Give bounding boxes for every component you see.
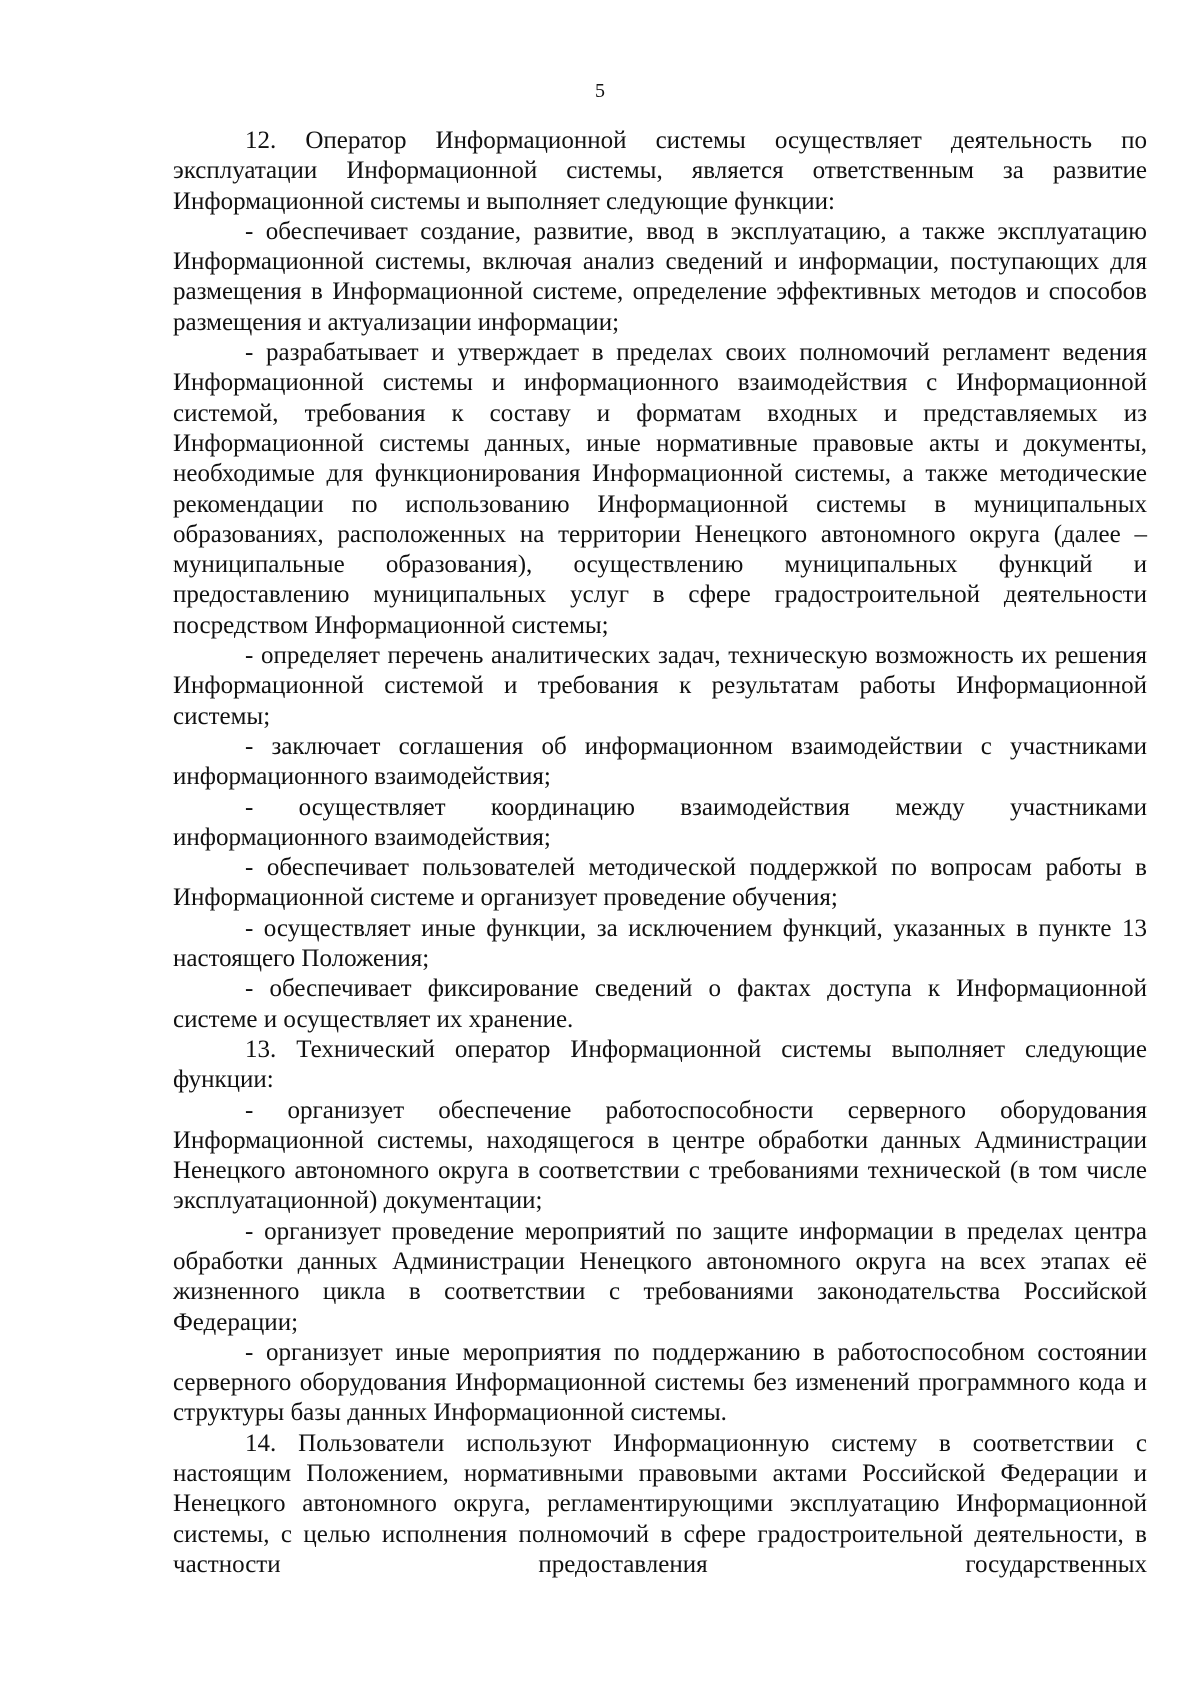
- paragraph-13: 13. Технический оператор Информационной системы выполняет следующие функции:: [173, 1035, 1147, 1094]
- paragraph-function: - обеспечивает пользователей методической поддержкой по вопросам работы в Информационной системе и организует проведение обучения;: [173, 854, 1147, 912]
- page-number: 5: [595, 80, 605, 102]
- paragraph-function: - заключает соглашения об информационном взаимодействии с участниками информационного взаимодействия;: [173, 732, 1147, 791]
- paragraph-function: - осуществляет координацию взаимодействия между участниками информационного взаимодействия;: [173, 793, 1147, 851]
- paragraph-function: - организует проведение мероприятий по защите информации в пределах центра обработки данных Администрации Ненецкого автономного округа на всех этапах её жизненного цикла в соответствии с требованиями законодательства Российской Федерации;: [173, 1217, 1147, 1336]
- paragraph-14: 14. Пользователи используют Информационную систему в соответствии с настоящим Положением, нормативными правовыми актами Российской Федерации и Ненецкого автономного округа, регламентирующими эксплуатацию Информационной системы, с целью исполнения полномочий в сфере градостроительной деятельности, в частности предоставления государственных: [173, 1429, 1147, 1578]
- document-body: [173, 126, 1147, 1580]
- paragraph-function: - осуществляет иные функции, за исключением функций, указанных в пункте 13 настоящего Положения;: [173, 914, 1147, 973]
- paragraph-function: - организует обеспечение работоспособности серверного оборудования Информационной системы, находящегося в центре обработки данных Администрации Ненецкого автономного округа в соответствии с требованиями технической (в том числе эксплуатационной) документации;: [173, 1096, 1147, 1215]
- paragraph-function: - обеспечивает фиксирование сведений о фактах доступа к Информационной системе и осуществляет их хранение.: [173, 975, 1147, 1033]
- paragraph-function: - разрабатывает и утверждает в пределах своих полномочий регламент ведения Информационной системы и информационного взаимодействия с Информационной системой, требования к составу и форматам входных и представляемых из Информационной системы данных, иные нормативные правовые акты и документы, необходимые для функционирования Информационной системы, а также методические рекомендации по использованию Информационной системы в муниципальных образованиях, расположенных на территории Ненецкого автономного округа (далее – муниципальные образования), осуществлению муниципальных функций и предоставлению муниципальных услуг в сфере градостроительной деятельности посредством Информационной системы;: [173, 339, 1147, 639]
- paragraph-12: 12. Оператор Информационной системы осуществляет деятельность по эксплуатации Информационной системы, является ответственным за развитие Информационной системы и выполняет следующие функции:: [173, 127, 1147, 215]
- paragraph-function: - определяет перечень аналитических задач, техническую возможность их решения Информационной системой и требования к результатам работы Информационной системы;: [173, 642, 1147, 730]
- paragraph-function: - организует иные мероприятия по поддержанию в работоспособном состоянии серверного оборудования Информационной системы без изменений программного кода и структуры базы данных Информационной системы.: [173, 1338, 1147, 1427]
- paragraph-function: - обеспечивает создание, развитие, ввод в эксплуатацию, а также эксплуатацию Информационной системы, включая анализ сведений и информации, поступающих для размещения в Информационной системе, определение эффективных методов и способов размещения и актуализации информации;: [173, 217, 1147, 336]
